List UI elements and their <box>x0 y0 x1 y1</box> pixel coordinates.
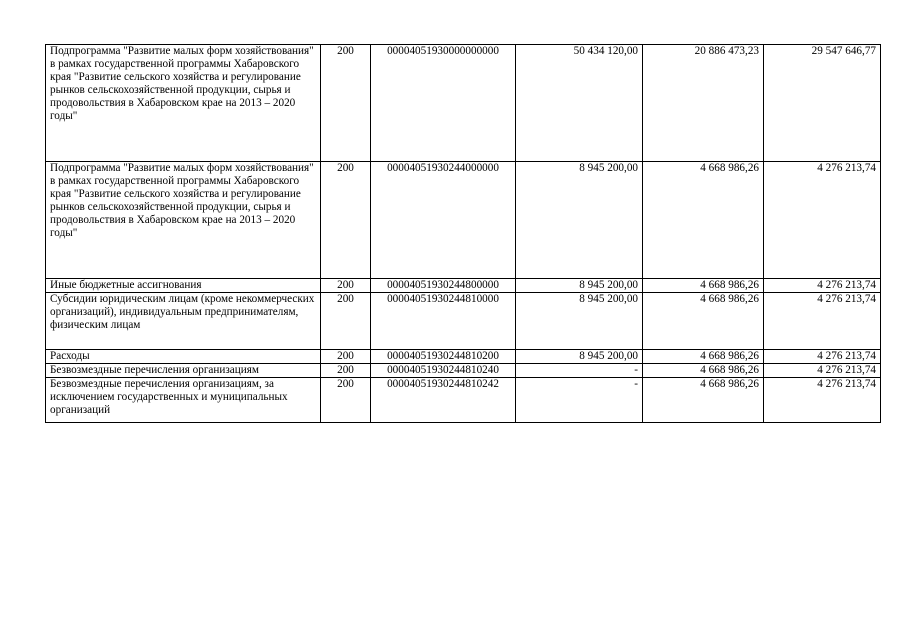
row-remaining-cell: 4 276 213,74 <box>764 279 881 293</box>
row-kbk-cell: 00004051930244810242 <box>371 377 516 422</box>
row-approved-cell: 8 945 200,00 <box>516 162 643 279</box>
row-executed-cell: 4 668 986,26 <box>643 377 764 422</box>
row-kbk-cell: 00004051930244810240 <box>371 363 516 377</box>
row-approved-cell: - <box>516 363 643 377</box>
table-row <box>46 292 881 349</box>
row-kbk-cell: 00004051930244810200 <box>371 349 516 363</box>
table-row <box>46 377 881 422</box>
row-code-cell: 200 <box>321 279 371 293</box>
row-name-cell: Подпрограмма "Развитие малых форм хозяйствования" в рамках государственной программы Хабаровского края "Развитие сельского хозяйства и регулирование рынков сельскохозяйственной продукции, сырья и продовольствия в Хабаровском крае на 2013 – 2020 годы" <box>46 162 321 279</box>
row-executed-cell: 4 668 986,26 <box>643 349 764 363</box>
row-name-cell: Подпрограмма "Развитие малых форм хозяйствования" в рамках государственной программы Хабаровского края "Развитие сельского хозяйства и регулирование рынков сельскохозяйственной продукции, сырья и продовольствия в Хабаровском крае на 2013 – 2020 годы" <box>46 45 321 162</box>
row-kbk-cell: 00004051930244000000 <box>371 162 516 279</box>
row-code-cell: 200 <box>321 162 371 279</box>
budget-execution-table <box>45 44 881 423</box>
row-kbk-cell: 00004051930244810000 <box>371 292 516 349</box>
row-remaining-cell: 4 276 213,74 <box>764 162 881 279</box>
row-name-cell: Безвозмездные перечисления организациям, за исключением государственных и муниципальных организаций <box>46 377 321 422</box>
table-row <box>46 349 881 363</box>
row-remaining-cell: 4 276 213,74 <box>764 363 881 377</box>
row-approved-cell: 8 945 200,00 <box>516 349 643 363</box>
row-code-cell: 200 <box>321 377 371 422</box>
row-executed-cell: 4 668 986,26 <box>643 292 764 349</box>
row-executed-cell: 4 668 986,26 <box>643 363 764 377</box>
row-approved-cell: 50 434 120,00 <box>516 45 643 162</box>
row-code-cell: 200 <box>321 349 371 363</box>
row-approved-cell: 8 945 200,00 <box>516 292 643 349</box>
table-row <box>46 279 881 293</box>
row-remaining-cell: 4 276 213,74 <box>764 349 881 363</box>
row-code-cell: 200 <box>321 45 371 162</box>
row-executed-cell: 4 668 986,26 <box>643 162 764 279</box>
row-name-cell: Иные бюджетные ассигнования <box>46 279 321 293</box>
row-code-cell: 200 <box>321 363 371 377</box>
row-name-cell: Субсидии юридическим лицам (кроме некоммерческих организаций), индивидуальным предпринимателям, физическим лицам <box>46 292 321 349</box>
row-name-cell: Безвозмездные перечисления организациям <box>46 363 321 377</box>
table-row <box>46 45 881 162</box>
row-executed-cell: 4 668 986,26 <box>643 279 764 293</box>
row-remaining-cell: 29 547 646,77 <box>764 45 881 162</box>
row-remaining-cell: 4 276 213,74 <box>764 292 881 349</box>
table-row <box>46 162 881 279</box>
row-remaining-cell: 4 276 213,74 <box>764 377 881 422</box>
row-approved-cell: 8 945 200,00 <box>516 279 643 293</box>
row-code-cell: 200 <box>321 292 371 349</box>
table-row <box>46 363 881 377</box>
row-kbk-cell: 00004051930244800000 <box>371 279 516 293</box>
row-kbk-cell: 00004051930000000000 <box>371 45 516 162</box>
row-name-cell: Расходы <box>46 349 321 363</box>
row-approved-cell: - <box>516 377 643 422</box>
row-executed-cell: 20 886 473,23 <box>643 45 764 162</box>
